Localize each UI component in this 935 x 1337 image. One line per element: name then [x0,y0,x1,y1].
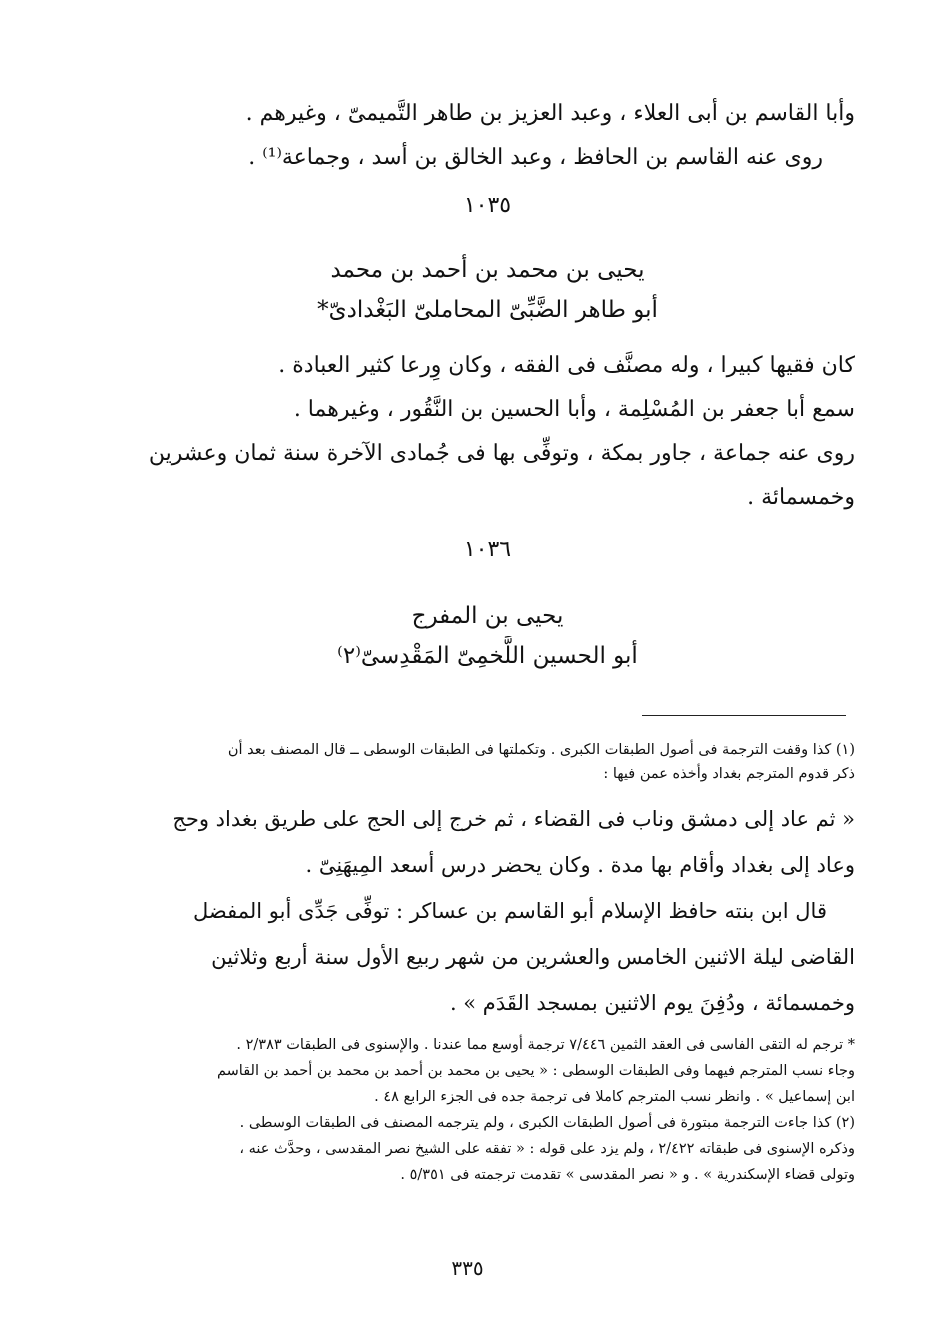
footnote-line: ابن إسماعيل » . وانظر نسب المترجم كاملا فى ترجمة جده فى الجزء الرابع ٤٨ . [374,1089,855,1105]
footnote-line: (٢) كذا جاءت الترجمة مبتورة فى أصول الطبقات الكبرى ، ولم يترجمه المصنف فى الطبقات الوسطى . [239,1115,855,1131]
page-number: ٣٣٥ [451,1256,484,1280]
entry-kunya-line: أبو طاهر الضَّبِّىّ المحاملىّ البَغْدادىّ* [317,297,658,323]
footnote-line: * ترجم له التقى الفاسى فى العقد الثمين ٧/٤٤٦ ترجمة أوسع مما عندنا . والإسنوى فى الطبقات ٢/٣٨٣ . [236,1037,855,1053]
text-line: كان فقيها كبيرا ، وله مصنَّف فى الفقه ، وكان وِرعا كثير العبادة . [278,353,855,378]
entry-name-line: يحيى بن المفرج [411,603,564,629]
text-line: وخمسمائة . [747,485,855,510]
footnote-1-intro [120,738,855,786]
footnote-line: ذكر قدوم المترجم بغداد وأخذه عمن فيها : [603,766,855,782]
footnote-line: وتولى قضاء الإسكندرية » . و « نصر المقدسى » تقدمت ترجمته فى ٥/٣٥١ . [400,1167,855,1183]
entry-kunya-line: أبو الحسين اللَّخمِىّ المَقْدِسىّ⁽٢⁾ [337,643,638,669]
text-line: روى عنه جماعة ، جاور بمكة ، وتوفِّى بها فى جُمادى الآخرة سنة ثمان وعشرين [148,441,855,466]
quote-line: وعاد إلى بغداد وأقام بها مدة . وكان يحضر درس أسعد المِيهَنِىّ . [305,853,855,877]
entry-number: ١٠٣٦ [463,537,512,562]
footnote-line: وجاء نسب المترجم فيهما وفى الطبقات الوسطى : « يحيى بن محمد بن أحمد بن محمد بن أحمد بن القاسم [217,1063,855,1079]
entry-name-line: يحيى بن محمد بن أحمد بن محمد [330,257,645,283]
entry-1035-header [120,186,855,226]
footnote-line: (١) كذا وقفت الترجمة فى أصول الطبقات الكبرى . وتكملتها فى الطبقات الوسطى ــ قال المصنف بعد أن [227,742,855,758]
previous-entry-continuation [120,92,855,180]
footnote-1-quote [120,796,855,1026]
text-line: روى عنه القاسم بن الحافظ ، وعبد الخالق بن أسد ، وجماعة⁽¹⁾ . [248,145,823,170]
footnote-separator [642,715,846,716]
footnote-line: وذكره الإسنوى فى طبقاته ٢/٤٢٢ ، ولم يزد على قوله : « تفقه على الشيخ نصر المقدسى ، وحدَّث عنه ، [239,1141,855,1157]
entry-1035-body [120,344,855,520]
text-line: وأبا القاسم بن أبى العلاء ، وعبد العزيز بن طاهر التَّميمىّ ، وغيرهم . [245,101,855,126]
entry-number: ١٠٣٥ [463,193,512,218]
quote-line: القاضى ليلة الاثنين الخامس والعشرين من شهر ربيع الأول سنة أربع وثلاثين [211,945,855,969]
entry-1036-name [120,596,855,676]
quote-line: « ثم عاد إلى دمشق وناب فى القضاء ، ثم خرج إلى الحج على طريق بغداد وحج [172,807,855,831]
footnotes-star-and-2 [120,1032,855,1188]
entry-1035-name [120,250,855,330]
quote-line: قال ابن بنته حافظ الإسلام أبو القاسم بن عساكر : توفِّى جَدِّى أبو المفضل [192,899,827,923]
entry-1036-header [120,530,855,570]
text-line: سمع أبا جعفر بن المُسْلِمة ، وأبا الحسين بن النَّقُور ، وغيرهما . [293,397,855,422]
quote-line: وخمسمائة ، ودُفِنَ يوم الاثنين بمسجد القَدَم » . [449,991,855,1015]
